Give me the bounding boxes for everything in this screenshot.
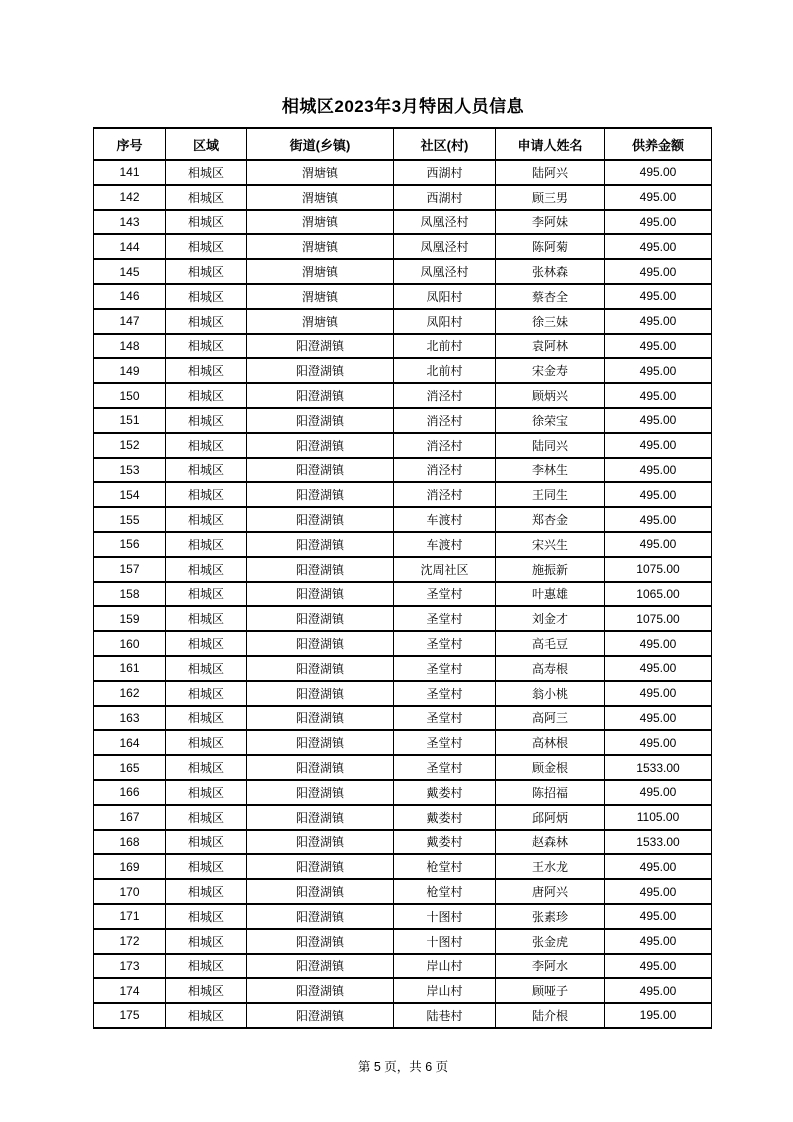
table-cell: 李阿水 — [496, 954, 605, 979]
table-cell: 495.00 — [605, 284, 712, 309]
table-row — [94, 185, 712, 210]
table-cell: 495.00 — [605, 160, 712, 185]
header-row — [94, 128, 712, 160]
table-cell: 495.00 — [605, 210, 712, 235]
table-cell: 相城区 — [166, 929, 247, 954]
table-row — [94, 358, 712, 383]
table-row — [94, 606, 712, 631]
table-cell: 圣堂村 — [394, 606, 496, 631]
table-cell: 阳澄湖镇 — [247, 954, 394, 979]
table-cell: 相城区 — [166, 1003, 247, 1028]
table-cell: 郑杏金 — [496, 507, 605, 532]
table-cell: 渭塘镇 — [247, 259, 394, 284]
table-cell: 渭塘镇 — [247, 309, 394, 334]
table-cell: 王水龙 — [496, 854, 605, 879]
page-title: 相城区2023年3月特困人员信息 — [281, 97, 525, 116]
table-cell: 阳澄湖镇 — [247, 606, 394, 631]
table-cell: 495.00 — [605, 259, 712, 284]
column-header-town: 街道(乡镇) — [247, 128, 394, 160]
table-cell: 陆介根 — [496, 1003, 605, 1028]
table-cell: 167 — [94, 805, 166, 830]
table-row — [94, 557, 712, 582]
table-cell: 相城区 — [166, 482, 247, 507]
table-cell: 495.00 — [605, 656, 712, 681]
table-cell: 158 — [94, 582, 166, 607]
table-cell: 阳澄湖镇 — [247, 433, 394, 458]
table-cell: 144 — [94, 234, 166, 259]
table-cell: 495.00 — [605, 730, 712, 755]
table-cell: 145 — [94, 259, 166, 284]
table-cell: 消泾村 — [394, 458, 496, 483]
table-cell: 顾三男 — [496, 185, 605, 210]
table-cell: 495.00 — [605, 706, 712, 731]
table-cell: 171 — [94, 904, 166, 929]
table-cell: 徐三妹 — [496, 309, 605, 334]
table-cell: 十图村 — [394, 904, 496, 929]
table-cell: 相城区 — [166, 631, 247, 656]
table-cell: 阳澄湖镇 — [247, 408, 394, 433]
table-cell: 阳澄湖镇 — [247, 656, 394, 681]
table-cell: 162 — [94, 681, 166, 706]
table-cell: 宋兴生 — [496, 532, 605, 557]
table-cell: 枪堂村 — [394, 854, 496, 879]
table-cell: 173 — [94, 954, 166, 979]
table-cell: 阳澄湖镇 — [247, 830, 394, 855]
table-cell: 赵森林 — [496, 830, 605, 855]
table-cell: 149 — [94, 358, 166, 383]
table-cell: 495.00 — [605, 954, 712, 979]
table-cell: 唐阿兴 — [496, 879, 605, 904]
table-cell: 1065.00 — [605, 582, 712, 607]
table-cell: 相城区 — [166, 160, 247, 185]
table-row — [94, 879, 712, 904]
table-cell: 151 — [94, 408, 166, 433]
table-cell: 相城区 — [166, 755, 247, 780]
table-cell: 陆巷村 — [394, 1003, 496, 1028]
table-cell: 消泾村 — [394, 408, 496, 433]
table-row — [94, 433, 712, 458]
table-cell: 车渡村 — [394, 507, 496, 532]
table-cell: 相城区 — [166, 458, 247, 483]
table-cell: 岸山村 — [394, 978, 496, 1003]
table-row — [94, 978, 712, 1003]
table-row — [94, 929, 712, 954]
table-cell: 相城区 — [166, 408, 247, 433]
table-cell: 袁阿林 — [496, 334, 605, 359]
table-cell: 相城区 — [166, 854, 247, 879]
table-cell: 495.00 — [605, 383, 712, 408]
table-row — [94, 532, 712, 557]
table-cell: 凤凰泾村 — [394, 210, 496, 235]
table-row — [94, 383, 712, 408]
table-cell: 495.00 — [605, 681, 712, 706]
table-cell: 阳澄湖镇 — [247, 681, 394, 706]
table-cell: 159 — [94, 606, 166, 631]
table-cell: 175 — [94, 1003, 166, 1028]
table-cell: 170 — [94, 879, 166, 904]
table-cell: 157 — [94, 557, 166, 582]
table-cell: 徐荣宝 — [496, 408, 605, 433]
table-cell: 北前村 — [394, 358, 496, 383]
table-cell: 495.00 — [605, 780, 712, 805]
table-row — [94, 210, 712, 235]
page-number: 第 5 页，共 6 页 — [357, 1059, 449, 1074]
table-cell: 阳澄湖镇 — [247, 854, 394, 879]
table-cell: 相城区 — [166, 830, 247, 855]
table-cell: 阳澄湖镇 — [247, 482, 394, 507]
table-cell: 143 — [94, 210, 166, 235]
table-cell: 消泾村 — [394, 433, 496, 458]
table-cell: 阳澄湖镇 — [247, 458, 394, 483]
table-cell: 戴娄村 — [394, 830, 496, 855]
table-cell: 圣堂村 — [394, 631, 496, 656]
table-cell: 164 — [94, 730, 166, 755]
table-cell: 渭塘镇 — [247, 160, 394, 185]
table-cell: 凤阳村 — [394, 309, 496, 334]
column-header-region: 区域 — [166, 128, 247, 160]
table-cell: 枪堂村 — [394, 879, 496, 904]
column-header-seq: 序号 — [94, 128, 166, 160]
table-row — [94, 631, 712, 656]
table-cell: 495.00 — [605, 532, 712, 557]
table-row — [94, 1003, 712, 1028]
table-cell: 1075.00 — [605, 557, 712, 582]
table-cell: 155 — [94, 507, 166, 532]
table-cell: 相城区 — [166, 358, 247, 383]
table-cell: 阳澄湖镇 — [247, 929, 394, 954]
table-cell: 495.00 — [605, 879, 712, 904]
table-row — [94, 284, 712, 309]
table-cell: 146 — [94, 284, 166, 309]
table-cell: 阳澄湖镇 — [247, 805, 394, 830]
table-cell: 195.00 — [605, 1003, 712, 1028]
table-cell: 相城区 — [166, 978, 247, 1003]
table-cell: 165 — [94, 755, 166, 780]
table-cell: 495.00 — [605, 358, 712, 383]
table-cell: 阳澄湖镇 — [247, 904, 394, 929]
table-cell: 相城区 — [166, 879, 247, 904]
table-cell: 邱阿炳 — [496, 805, 605, 830]
table-body — [94, 160, 712, 1028]
table-row — [94, 805, 712, 830]
table-row — [94, 755, 712, 780]
table-row — [94, 904, 712, 929]
table-cell: 相城区 — [166, 656, 247, 681]
column-header-village: 社区(村) — [394, 128, 496, 160]
table-cell: 高毛豆 — [496, 631, 605, 656]
table-cell: 495.00 — [605, 185, 712, 210]
table-cell: 168 — [94, 830, 166, 855]
table-cell: 相城区 — [166, 780, 247, 805]
table-row — [94, 730, 712, 755]
table-cell: 相城区 — [166, 582, 247, 607]
table-cell: 相城区 — [166, 557, 247, 582]
table-cell: 163 — [94, 706, 166, 731]
table-cell: 蔡杏全 — [496, 284, 605, 309]
table-cell: 渭塘镇 — [247, 284, 394, 309]
table-cell: 相城区 — [166, 185, 247, 210]
table-cell: 车渡村 — [394, 532, 496, 557]
table-cell: 172 — [94, 929, 166, 954]
table-cell: 相城区 — [166, 805, 247, 830]
table-cell: 495.00 — [605, 234, 712, 259]
table-cell: 李林生 — [496, 458, 605, 483]
table-cell: 495.00 — [605, 978, 712, 1003]
table-cell: 166 — [94, 780, 166, 805]
table-row — [94, 259, 712, 284]
column-header-amount: 供养金额 — [605, 128, 712, 160]
table-cell: 阳澄湖镇 — [247, 978, 394, 1003]
table-cell: 495.00 — [605, 334, 712, 359]
table-cell: 岸山村 — [394, 954, 496, 979]
table-cell: 495.00 — [605, 458, 712, 483]
table-cell: 相城区 — [166, 904, 247, 929]
table-row — [94, 780, 712, 805]
table-cell: 阳澄湖镇 — [247, 582, 394, 607]
table-cell: 相城区 — [166, 383, 247, 408]
table-cell: 1533.00 — [605, 755, 712, 780]
table-cell: 顾金根 — [496, 755, 605, 780]
table-cell: 陈阿菊 — [496, 234, 605, 259]
table-cell: 消泾村 — [394, 383, 496, 408]
table-cell: 152 — [94, 433, 166, 458]
table-row — [94, 706, 712, 731]
persons-table — [93, 127, 712, 1029]
table-cell: 阳澄湖镇 — [247, 507, 394, 532]
table-cell: 495.00 — [605, 929, 712, 954]
table-row — [94, 160, 712, 185]
table-row — [94, 408, 712, 433]
table-cell: 154 — [94, 482, 166, 507]
table-row — [94, 458, 712, 483]
table-cell: 陆同兴 — [496, 433, 605, 458]
table-cell: 圣堂村 — [394, 681, 496, 706]
table-cell: 凤阳村 — [394, 284, 496, 309]
table-cell: 141 — [94, 160, 166, 185]
table-cell: 495.00 — [605, 433, 712, 458]
table-cell: 阳澄湖镇 — [247, 780, 394, 805]
table-cell: 西湖村 — [394, 185, 496, 210]
table-cell: 相城区 — [166, 954, 247, 979]
table-cell: 150 — [94, 383, 166, 408]
table-cell: 阳澄湖镇 — [247, 755, 394, 780]
table-cell: 495.00 — [605, 408, 712, 433]
table-cell: 相城区 — [166, 210, 247, 235]
table-cell: 147 — [94, 309, 166, 334]
table-cell: 阳澄湖镇 — [247, 557, 394, 582]
table-cell: 陈招福 — [496, 780, 605, 805]
table-cell: 圣堂村 — [394, 706, 496, 731]
table-cell: 1533.00 — [605, 830, 712, 855]
table-cell: 495.00 — [605, 854, 712, 879]
table-row — [94, 681, 712, 706]
table-cell: 相城区 — [166, 532, 247, 557]
table-row — [94, 334, 712, 359]
table-cell: 李阿妹 — [496, 210, 605, 235]
table-cell: 174 — [94, 978, 166, 1003]
table-cell: 圣堂村 — [394, 582, 496, 607]
table-cell: 495.00 — [605, 631, 712, 656]
table-cell: 施振新 — [496, 557, 605, 582]
table-row — [94, 234, 712, 259]
table-cell: 北前村 — [394, 334, 496, 359]
table-cell: 圣堂村 — [394, 755, 496, 780]
table-cell: 156 — [94, 532, 166, 557]
table-cell: 翁小桃 — [496, 681, 605, 706]
table-cell: 阳澄湖镇 — [247, 383, 394, 408]
table-cell: 戴娄村 — [394, 780, 496, 805]
table-cell: 渭塘镇 — [247, 185, 394, 210]
table-cell: 刘金才 — [496, 606, 605, 631]
table-cell: 相城区 — [166, 433, 247, 458]
table-cell: 消泾村 — [394, 482, 496, 507]
table-cell: 160 — [94, 631, 166, 656]
table-cell: 阳澄湖镇 — [247, 706, 394, 731]
table-cell: 阳澄湖镇 — [247, 730, 394, 755]
table-cell: 相城区 — [166, 681, 247, 706]
table-cell: 阳澄湖镇 — [247, 631, 394, 656]
table-cell: 495.00 — [605, 482, 712, 507]
table-cell: 169 — [94, 854, 166, 879]
table-cell: 相城区 — [166, 606, 247, 631]
table-cell: 阳澄湖镇 — [247, 532, 394, 557]
table-cell: 十图村 — [394, 929, 496, 954]
table-cell: 张金虎 — [496, 929, 605, 954]
table-cell: 142 — [94, 185, 166, 210]
column-header-name: 申请人姓名 — [496, 128, 605, 160]
table-cell: 495.00 — [605, 309, 712, 334]
table-row — [94, 482, 712, 507]
table-cell: 戴娄村 — [394, 805, 496, 830]
table-row — [94, 854, 712, 879]
table-cell: 王同生 — [496, 482, 605, 507]
table-cell: 相城区 — [166, 309, 247, 334]
table-cell: 凤凰泾村 — [394, 234, 496, 259]
table-cell: 顾哑子 — [496, 978, 605, 1003]
table-cell: 张素珍 — [496, 904, 605, 929]
table-cell: 相城区 — [166, 706, 247, 731]
table-cell: 沈周社区 — [394, 557, 496, 582]
table-cell: 叶惠雄 — [496, 582, 605, 607]
table-cell: 阳澄湖镇 — [247, 879, 394, 904]
table-row — [94, 830, 712, 855]
table-cell: 相城区 — [166, 334, 247, 359]
table-cell: 阳澄湖镇 — [247, 1003, 394, 1028]
table-row — [94, 954, 712, 979]
table-cell: 凤凰泾村 — [394, 259, 496, 284]
table-cell: 圣堂村 — [394, 656, 496, 681]
table-cell: 高阿三 — [496, 706, 605, 731]
table-row — [94, 656, 712, 681]
table-cell: 495.00 — [605, 904, 712, 929]
table-row — [94, 309, 712, 334]
table-cell: 陆阿兴 — [496, 160, 605, 185]
table-cell: 相城区 — [166, 259, 247, 284]
table-cell: 张林森 — [496, 259, 605, 284]
table-cell: 高林根 — [496, 730, 605, 755]
table-cell: 相城区 — [166, 507, 247, 532]
table-cell: 153 — [94, 458, 166, 483]
table-row — [94, 582, 712, 607]
table-cell: 1105.00 — [605, 805, 712, 830]
table-cell: 顾炳兴 — [496, 383, 605, 408]
table-cell: 相城区 — [166, 284, 247, 309]
table-cell: 高寿根 — [496, 656, 605, 681]
table-cell: 渭塘镇 — [247, 234, 394, 259]
table-cell: 相城区 — [166, 234, 247, 259]
table-cell: 1075.00 — [605, 606, 712, 631]
table-cell: 宋金寿 — [496, 358, 605, 383]
table-cell: 相城区 — [166, 730, 247, 755]
table-cell: 圣堂村 — [394, 730, 496, 755]
table-cell: 阳澄湖镇 — [247, 358, 394, 383]
table-cell: 渭塘镇 — [247, 210, 394, 235]
table-cell: 148 — [94, 334, 166, 359]
table-cell: 西湖村 — [394, 160, 496, 185]
table-cell: 阳澄湖镇 — [247, 334, 394, 359]
table-cell: 495.00 — [605, 507, 712, 532]
table-cell: 161 — [94, 656, 166, 681]
table-row — [94, 507, 712, 532]
